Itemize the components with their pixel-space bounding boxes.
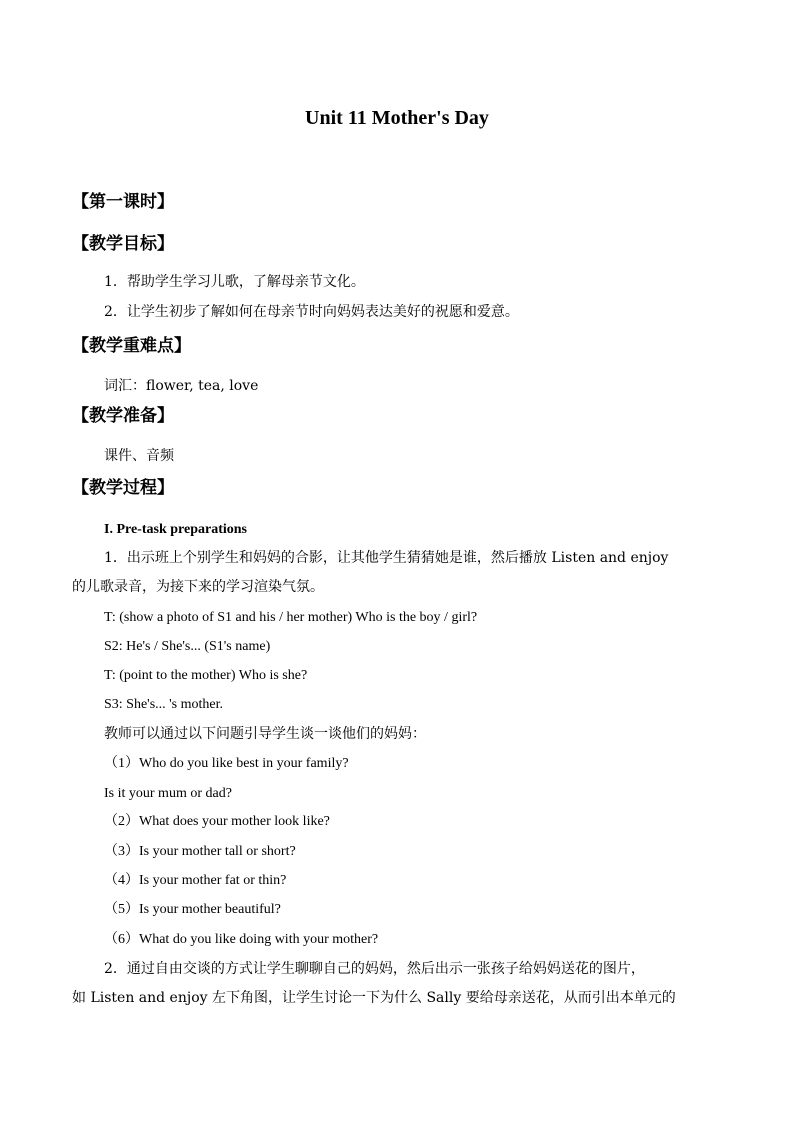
step1-line2: 的儿歌录音，为接下来的学习渲染气氛。 (72, 579, 324, 595)
question-1: （1）Who do you like best in your family? (104, 756, 349, 771)
question-4: （4）Is your mother fat or thin? (104, 873, 287, 888)
key-points-text: 词汇：flower, tea, love (104, 378, 259, 394)
heading-objectives: 【教学目标】 (72, 234, 174, 254)
heading-key-points: 【教学重难点】 (72, 336, 191, 356)
objective-1: 1．帮助学生学习儿歌，了解母亲节文化。 (104, 274, 365, 290)
dialogue-line-3: T: (point to the mother) Who is she? (104, 668, 308, 683)
section-title: I. Pre-task preparations (104, 522, 247, 537)
step2-line2: 如 Listen and enjoy 左下角图，让学生讨论一下为什么 Sally 要给母亲送花，从而引出本单元的 (72, 990, 676, 1006)
heading-process: 【教学过程】 (72, 478, 174, 498)
heading-preparation: 【教学准备】 (72, 406, 174, 426)
preparation-text: 课件、音频 (104, 448, 174, 464)
dialogue-line-2: S2: He's / She's... (S1's name) (104, 639, 271, 654)
question-2: （2）What does your mother look like? (104, 814, 330, 829)
question-3: （3）Is your mother tall or short? (104, 844, 296, 859)
question-1-followup: Is it your mum or dad? (104, 786, 232, 801)
question-5: （5）Is your mother beautiful? (104, 902, 281, 917)
question-6: （6）What do you like doing with your mother? (104, 932, 379, 947)
heading-lesson: 【第一课时】 (72, 192, 174, 212)
objective-2: 2．让学生初步了解如何在母亲节时向妈妈表达美好的祝愿和爱意。 (104, 304, 519, 320)
dialogue-line-1: T: (show a photo of S1 and his / her mother) Who is the boy / girl? (104, 610, 478, 625)
step1-line1: 1．出示班上个别学生和妈妈的合影，让其他学生猜猜她是谁，然后播放 Listen and enjoy (104, 550, 669, 566)
dialogue-line-4: S3: She's... 's mother. (104, 697, 223, 712)
step2-line1: 2．通过自由交谈的方式让学生聊聊自己的妈妈，然后出示一张孩子给妈妈送花的图片， (104, 961, 645, 977)
page-title: Unit 11 Mother's Day (305, 107, 489, 129)
guide-intro: 教师可以通过以下问题引导学生谈一谈他们的妈妈： (104, 726, 426, 742)
